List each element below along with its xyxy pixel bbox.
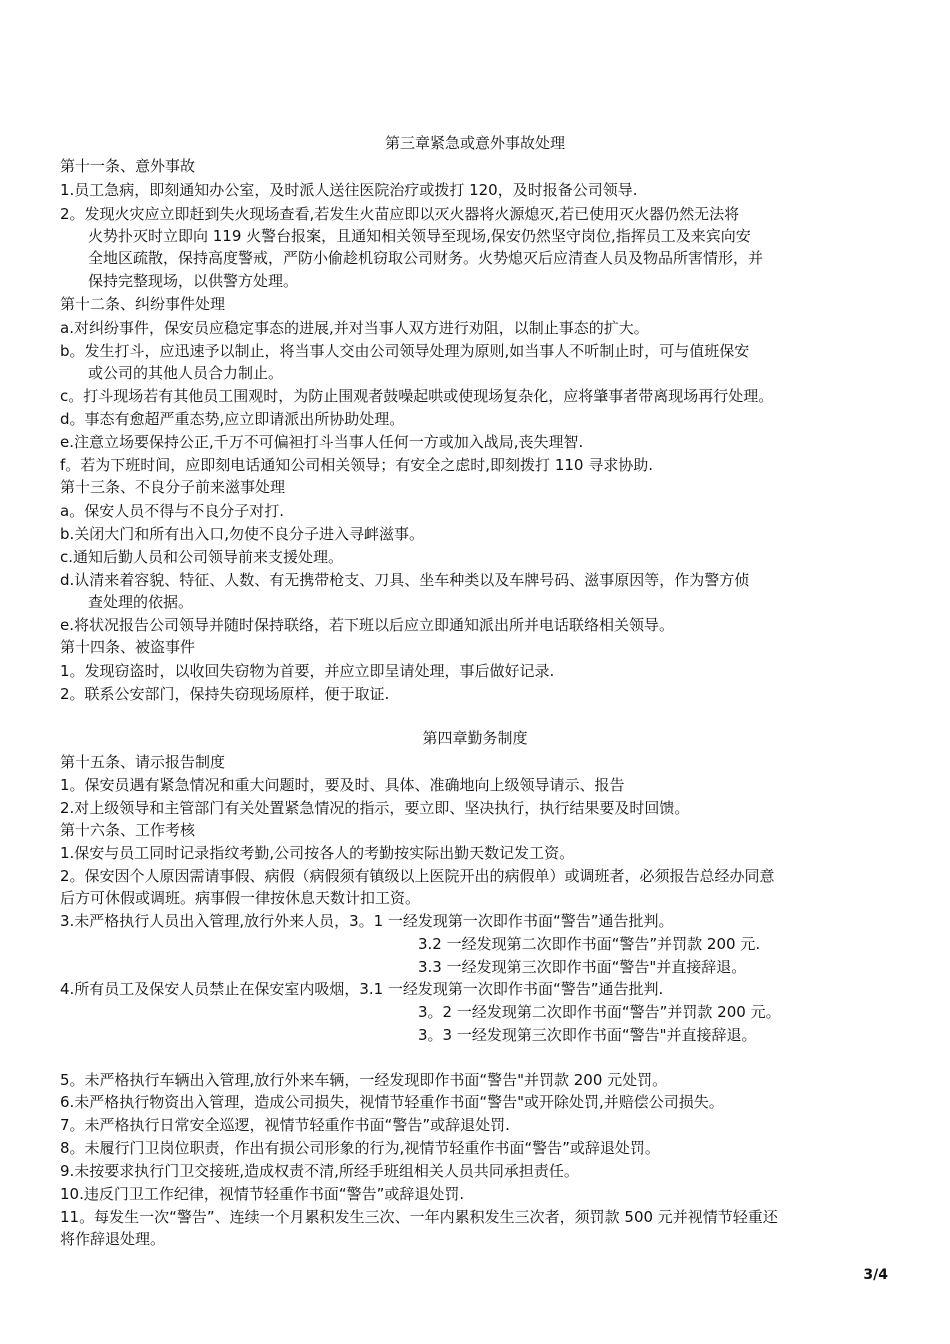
article-12-item-f: f。若为下班时间，应即刻电话通知公司相关领导；有安全之虑时,即刻拨打 110 寻求协助. — [60, 456, 653, 474]
article-16-item-11-line-2: 将作辞退处理。 — [60, 1230, 166, 1248]
article-12-item-b-line-2: 或公司的其他人员合力制止。 — [88, 364, 284, 382]
article-16-item-3-line-2: 3.2 一经发现第二次即作书面“警告”并罚款 200 元. — [418, 935, 761, 953]
article-16-item-2-line-1: 2。保安因个人原因需请事假、病假（病假须有镇级以上医院开出的病假单）或调班者，必须报告总经办同意 — [60, 867, 775, 885]
article-14-item-2: 2。联系公安部门，保持失窃现场原样，便于取证. — [60, 685, 390, 703]
article-12-item-c: c。打斗现场若有其他员工围观时，为防止围观者鼓噪起哄或使现场复杂化，应将肇事者带离现场再行处理。 — [60, 387, 774, 405]
article-16-item-7: 7。未严格执行日常安全巡逻，视情节轻重作书面“警告”或辞退处罚. — [60, 1116, 510, 1134]
chapter-4-title: 第四章勤务制度 — [422, 729, 528, 747]
article-15-item-1: 1。保安员遇有紧急情况和重大问题时，要及时、具体、准确地向上级领导请示、报告 — [60, 776, 625, 794]
article-13-item-d-line-1: d.认清来着容貌、特征、人数、有无携带枪支、刀具、坐车种类以及车牌号码、滋事原因等，作为警方侦 — [60, 571, 750, 589]
article-16-item-2-line-2: 后方可休假或调班。病事假一律按休息天数计扣工资。 — [60, 889, 421, 907]
article-11-heading: 第十一条、意外事故 — [60, 157, 196, 175]
article-16-item-11-line-1: 11。每发生一次“警告”、连续一个月累积发生三次、一年内累积发生三次者，须罚款 500 元并视情节轻重还 — [60, 1208, 778, 1226]
article-14-item-1: 1。发现窃盗时，以收回失窃物为首要，并应立即呈请处理，事后做好记录. — [60, 662, 555, 680]
article-16-item-8: 8。未履行门卫岗位职责，作出有损公司形象的行为,视情节轻重作书面“警告”或辞退处罚。 — [60, 1139, 660, 1157]
article-15-item-2: 2.对上级领导和主管部门有关处置紧急情况的指示，要立即、坚决执行，执行结果要及时回馈。 — [60, 799, 690, 817]
article-13-item-e: e.将状况报告公司领导并随时保持联络，若下班以后应立即通知派出所并电话联络相关领导。 — [60, 616, 675, 634]
article-12-item-a: a.对纠纷事件，保安员应稳定事态的进展,并对当事人双方进行劝阻，以制止事态的扩大。 — [60, 319, 649, 337]
article-11-item-2-line-4: 保持完整现场，以供警方处理。 — [88, 272, 299, 290]
article-16-item-3-line-1: 3.未严格执行人员出入管理,放行外来人员，3。1 一经发现第一次即作书面“警告”通告批判。 — [60, 912, 674, 930]
page-number: 3/4 — [863, 1267, 888, 1283]
chapter-3-title: 第三章紧急或意外事故处理 — [384, 134, 565, 152]
article-15-heading: 第十五条、请示报告制度 — [60, 753, 226, 771]
article-11-item-1: 1.员工急病，即刻通知办公室，及时派人送往医院治疗或拨打 120，及时报备公司领导. — [60, 181, 638, 199]
article-16-item-10: 10.违反门卫工作纪律，视情节轻重作书面“警告”或辞退处罚. — [60, 1185, 465, 1203]
article-16-item-4-line-3: 3。3 一经发现第三次即作书面“警告"并直接辞退。 — [418, 1026, 757, 1044]
article-16-item-3-line-3: 3.3 一经发现第三次即作书面“警告"并直接辞退。 — [418, 958, 747, 976]
article-12-item-d: d。事态有愈超严重态势,应立即请派出所协助处理。 — [60, 410, 405, 428]
article-11-item-2-line-1: 2。发现火灾应立即赶到失火现场查看,若发生火苗应即以灭火器将火源熄灭,若已使用灭火器仍然无法将 — [60, 205, 740, 223]
article-12-item-e: e.注意立场要保持公正,千万不可偏袒打斗当事人任何一方或加入战局,丧失理智. — [60, 433, 584, 451]
article-13-item-d-line-2: 查处理的依据。 — [88, 593, 194, 611]
article-16-item-6: 6.未严格执行物资出入管理，造成公司损失，视情节轻重作书面“警告"或开除处罚,并赔偿公司损失。 — [60, 1093, 724, 1111]
article-12-heading: 第十二条、纠纷事件处理 — [60, 295, 226, 313]
article-16-item-4-line-1: 4.所有员工及保安人员禁止在保安室内吸烟，3.1 一经发现第一次即作书面“警告”通告批判. — [60, 980, 664, 998]
article-11-item-2-line-3: 全地区疏散，保持高度警戒，严防小偷趁机窃取公司财务。火势熄灭后应清查人员及物品所害情形，并 — [88, 249, 764, 267]
article-13-item-c: c.通知后勤人员和公司领导前来支援处理。 — [60, 548, 344, 566]
article-13-heading: 第十三条、不良分子前来滋事处理 — [60, 478, 286, 496]
article-14-heading: 第十四条、被盗事件 — [60, 638, 196, 656]
article-16-item-5: 5。未严格执行车辆出入管理,放行外来车辆，一经发现即作书面“警告"并罚款 200 元处罚。 — [60, 1071, 668, 1089]
article-16-item-9: 9.未按要求执行门卫交接班,造成权责不清,所经手班组相关人员共同承担责任。 — [60, 1162, 579, 1180]
article-16-item-4-line-2: 3。2 一经发现第二次即作书面“警告”并罚款 200 元。 — [418, 1003, 781, 1021]
article-13-item-b: b.关闭大门和所有出入口,勿使不良分子进入寻衅滋事。 — [60, 525, 425, 543]
article-16-item-1: 1.保安与员工同时记录指纹考勤,公司按各人的考勤按实际出勤天数记发工资。 — [60, 844, 575, 862]
article-12-item-b-line-1: b。发生打斗，应迅速予以制止，将当事人交由公司领导处理为原则,如当事人不听制止时，可与值班保安 — [60, 342, 750, 360]
article-16-heading: 第十六条、工作考核 — [60, 821, 196, 839]
article-11-item-2-line-2: 火势扑灭时立即向 119 火警台报案，且通知相关领导至现场,保安仍然坚守岗位,指挥员工及来宾向安 — [88, 227, 751, 245]
article-13-item-a: a。保安人员不得与不良分子对打. — [60, 502, 284, 520]
